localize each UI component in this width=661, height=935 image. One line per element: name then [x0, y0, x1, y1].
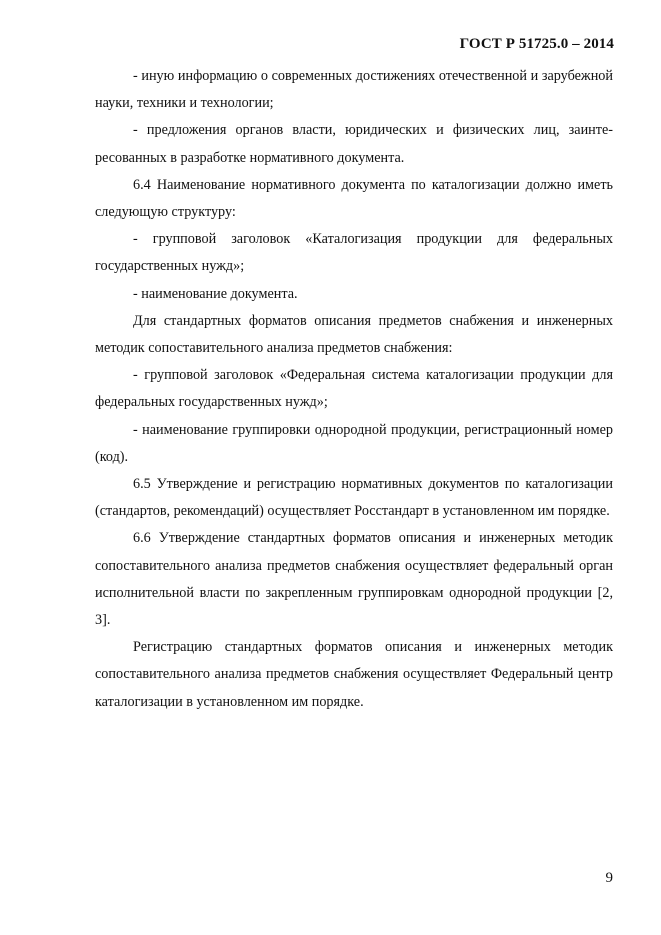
- paragraph-registration: Регистрацию стандартных форматов описания и инженерных методик сопоставительного анализа предметов снабжения осуществляет Федеральный центр каталогизации в установленном им порядке.: [95, 639, 613, 710]
- clause-6-5: 6.5 Утверждение и регистрацию нормативных документов по каталогизации (стандартов, рекомендаций) осуществляет Росстандарт в установленном им порядке.: [95, 476, 613, 520]
- document-code-header: ГОСТ Р 51725.0 – 2014: [459, 36, 614, 52]
- paragraph-standard-formats: Для стандартных форматов описания предметов снабжения и инженерных методик сопоставительного анализа предметов снабжения:: [95, 312, 613, 357]
- list-item-document-name: - наименование документа.: [133, 285, 298, 302]
- list-item-proposals: - предложения органов власти, юридических и физических лиц, заинтересованных в разработке нормативного документа.: [95, 122, 613, 166]
- list-item-group-heading: - групповой заголовок «Каталогизация продукции для федеральных государственных нужд»;: [95, 231, 613, 275]
- list-item-group-name-code: - наименование группировки однородной продукции, регистрационный номер (код).: [95, 421, 613, 465]
- list-item-other-information: - иную информацию о современных достижениях отечественной и зарубежной науки, техники и технологии;: [95, 68, 613, 112]
- list-item-federal-group-heading: - групповой заголовок «Федеральная система каталогизации продукции для федеральных государственных нужд»;: [95, 367, 613, 411]
- clause-6-4: 6.4 Наименование нормативного документа по каталогизации должно иметь следующую структуру:: [95, 176, 613, 221]
- page-number: 9: [605, 870, 613, 886]
- clause-6-6: 6.6 Утверждение стандартных форматов описания и инженерных методик сопоставительного анализа предметов снабжения осуществляет федеральный орган исполнительной власти по закрепленным группировкам однородной продукции [2, 3].: [95, 530, 613, 629]
- document-body: [95, 63, 613, 716]
